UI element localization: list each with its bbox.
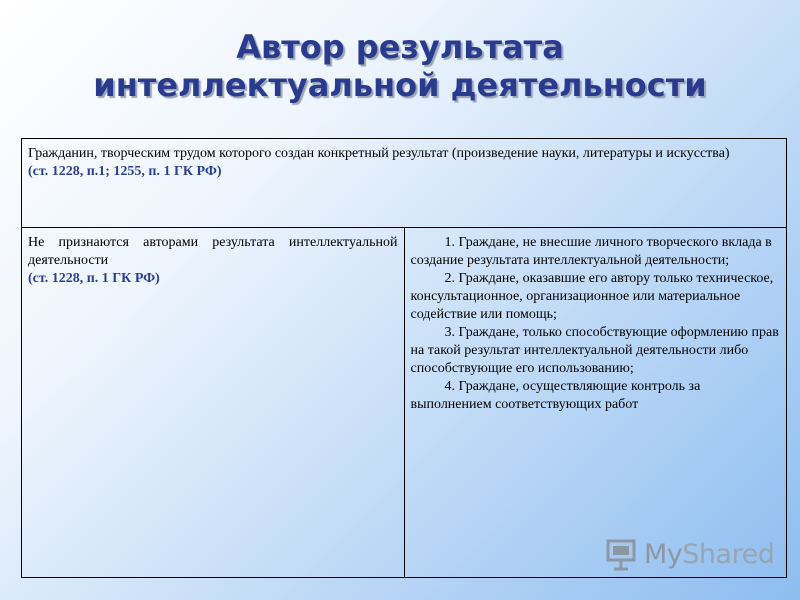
not-authors-list-cell <box>404 228 787 578</box>
slide-title-line-1: Автор результата <box>236 28 564 66</box>
presentation-board-icon <box>606 537 640 571</box>
slide-title <box>0 28 800 104</box>
not-authors-legal-reference: (ст. 1228, п. 1 ГК РФ) <box>28 271 160 286</box>
author-legal-reference: (ст. 1228, п.1; 1255, п. 1 ГК РФ) <box>28 164 222 179</box>
not-authors-heading-cell <box>22 228 405 578</box>
watermark-shared: Shared <box>682 538 775 570</box>
list-item: 1. Граждане, не внесшие личного творческого вклада в создание результата интеллектуальной деятельности; <box>410 235 772 268</box>
myshared-watermark <box>606 536 774 572</box>
list-item: 2. Граждане, оказавшие его автору только техническое, консультационное, организационное или материальное содействие или помощь; <box>410 271 774 322</box>
author-definition-text: Гражданин, творческим трудом которого создан конкретный результат (произведение науки, литературы и искусства) <box>28 146 730 161</box>
watermark-my: My <box>644 538 683 570</box>
info-table <box>21 138 787 578</box>
list-item: 3. Граждане, только способствующие оформлению прав на такой результат интеллектуальной деятельности либо способствующие его использованию; <box>410 325 779 376</box>
table-row-not-authors <box>22 228 787 578</box>
not-authors-heading-text: Не признаются авторами результата интеллектуальной деятельности <box>28 235 398 268</box>
list-item: 4. Граждане, осуществляющие контроль за выполнением соответствующих работ <box>410 379 701 412</box>
author-definition-cell <box>22 139 787 228</box>
watermark-text <box>644 539 774 570</box>
table-row-author <box>22 139 787 228</box>
slide-title-line-2: интеллектуальной деятельности <box>93 66 707 104</box>
